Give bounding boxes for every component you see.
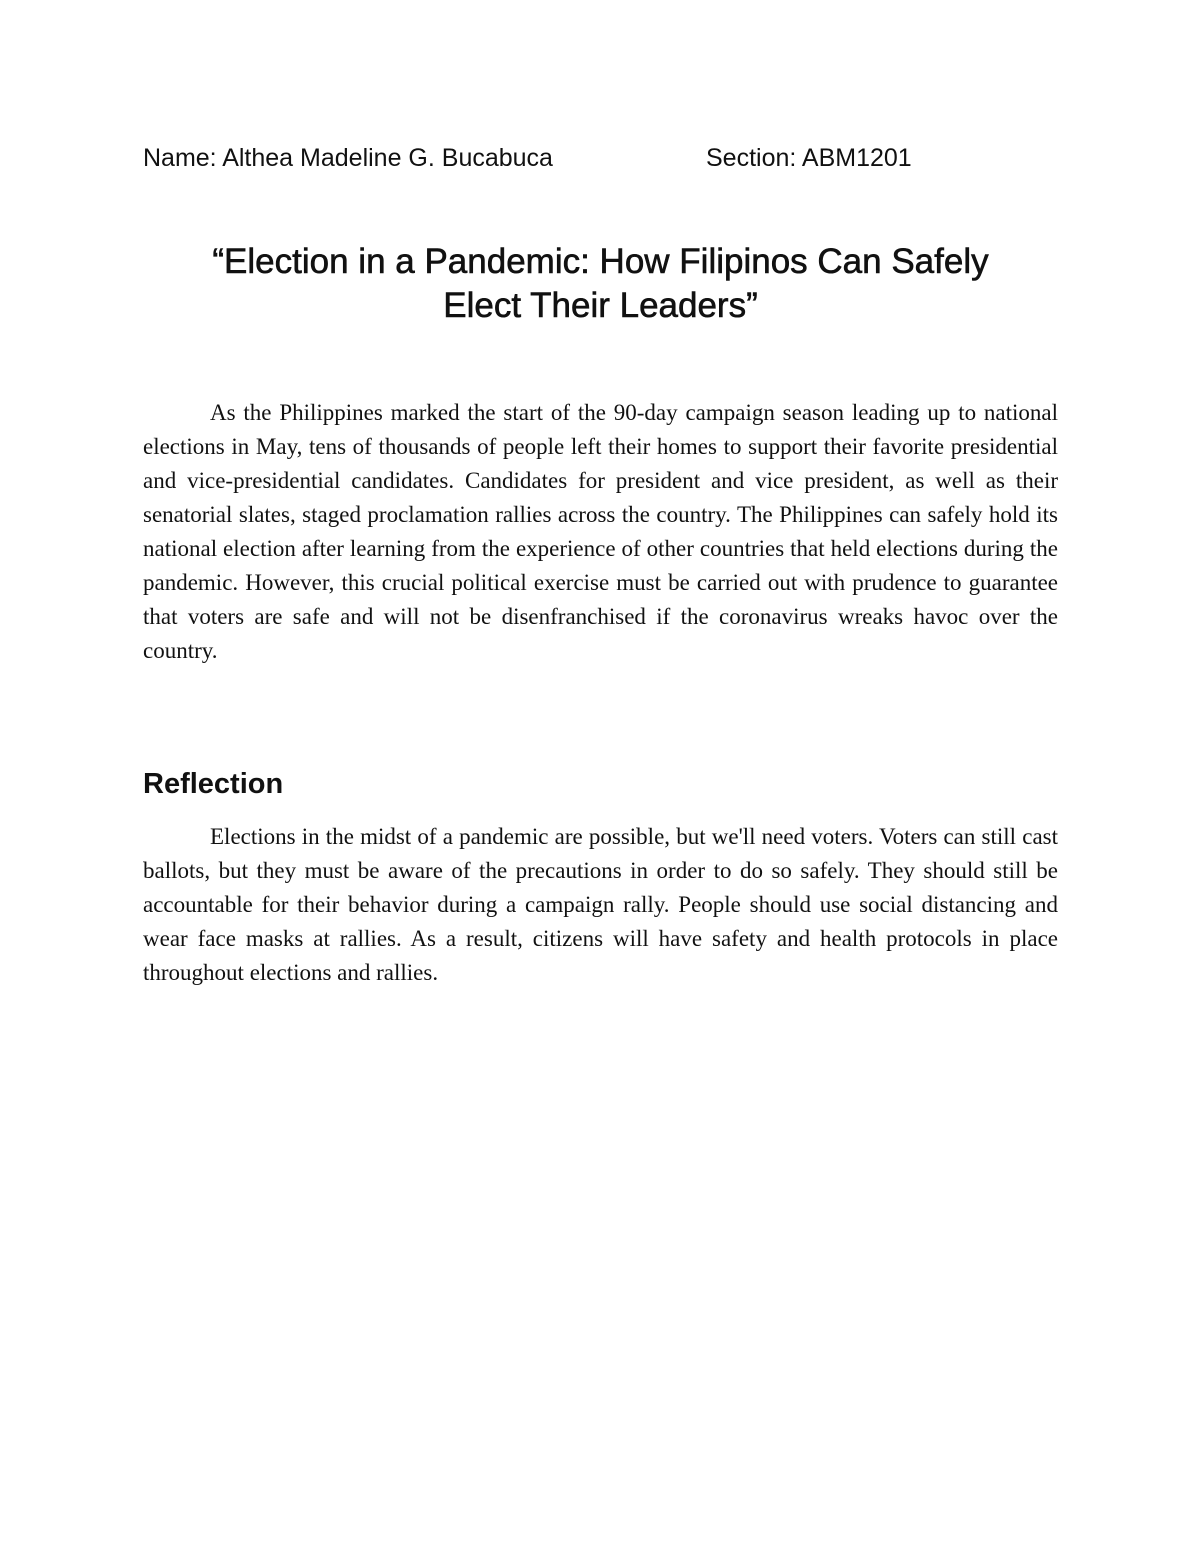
student-name: Name: Althea Madeline G. Bucabuca bbox=[143, 144, 553, 172]
student-info-line bbox=[143, 140, 1043, 180]
reflection-paragraph: Elections in the midst of a pandemic are possible, but we'll need voters. Voters can still cast ballots, but they must be aware of the precautions in order to do so safely. They should still be accountable for their behavior during a campaign rally. People should use social distancing and wear face masks at rallies. As a result, citizens will have safety and health protocols in place throughout elections and rallies. bbox=[143, 824, 1058, 985]
title-line-1: “Election in a Pandemic: How Filipinos Can Safely bbox=[212, 242, 989, 281]
title-line-2: Elect Their Leaders” bbox=[443, 286, 758, 325]
student-section: Section: ABM1201 bbox=[706, 144, 912, 172]
reflection-heading: Reflection bbox=[143, 768, 284, 800]
document-title bbox=[143, 240, 1058, 328]
intro-paragraph: As the Philippines marked the start of the 90-day campaign season leading up to national elections in May, tens of thousands of people left their homes to support their favorite presidential and vice-presidential candidates. Candidates for president and vice president, as well as their senatorial slates, staged proclamation rallies across the country. The Philippines can safely hold its national election after learning from the experience of other countries that held elections during the pandemic. However, this crucial political exercise must be carried out with prudence to guarantee that voters are safe and will not be disenfranchised if the coronavirus wreaks havoc over the country. bbox=[143, 400, 1058, 663]
